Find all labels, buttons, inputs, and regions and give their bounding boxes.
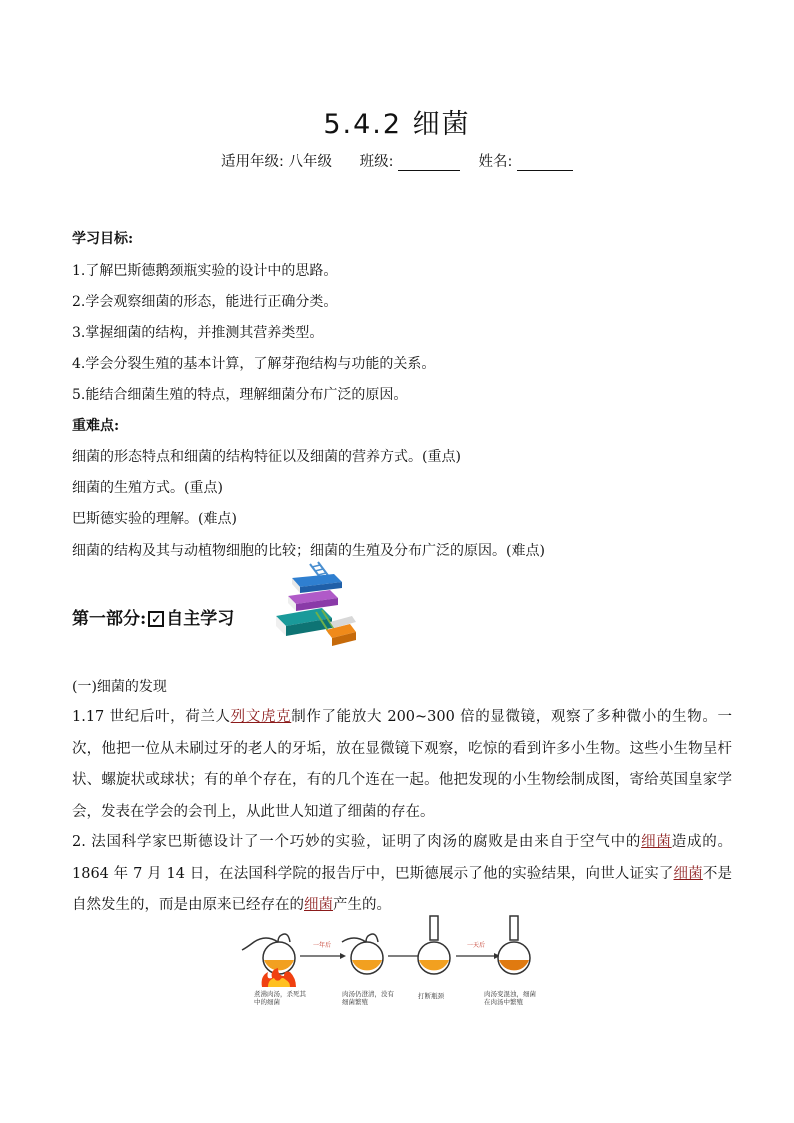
objective-item: 2.学会观察细菌的形态，能进行正确分类。 bbox=[72, 294, 338, 310]
section-heading bbox=[72, 604, 234, 629]
objective-item: 1.了解巴斯德鹅颈瓶实验的设计中的思路。 bbox=[72, 263, 338, 279]
highlight-term: 细菌 bbox=[673, 865, 703, 882]
objective-item: 4.学会分裂生殖的基本计算，了解芽孢结构与功能的关系。 bbox=[72, 356, 436, 372]
diagram-caption: 煮沸肉汤，杀死其中的细菌 bbox=[254, 990, 306, 1006]
objectives-heading: 学习目标: bbox=[72, 231, 134, 247]
key-point-item: 细菌的形态特点和细菌的结构特征以及细菌的营养方式。(重点) bbox=[72, 449, 461, 465]
grade-label: 适用年级: 八年级 bbox=[220, 154, 332, 170]
arrow-label: 一天后 bbox=[466, 942, 485, 949]
para2-text: 产生的。 bbox=[333, 897, 391, 913]
paragraph-2 bbox=[72, 827, 732, 922]
key-point-item: 细菌的生殖方式。(重点) bbox=[72, 480, 223, 496]
broken-neck-flask-icon bbox=[418, 916, 450, 974]
highlight-term: 列文虎克 bbox=[230, 709, 292, 725]
para2-text: 2. 法国科学家巴斯德设计了一个巧妙的实验，证明了肉汤的腐败是由来自于空气中的 bbox=[72, 834, 642, 850]
arrow-label: 一年后 bbox=[312, 942, 331, 949]
name-blank[interactable] bbox=[517, 156, 573, 171]
subsection-heading: (一)细菌的发现 bbox=[72, 679, 167, 695]
para1-text: 制作了能放大 200~300 倍的显微镜，观察了多种微小的生物。一次，他把一位从未刷过牙的老人的牙垢，放在显微镜下观察，吃惊的看到许多小生物。这些小生物呈杆状、螺旋状或球状；有的单个存在，有的几个连在一起。他把发现的小生物绘制成图，寄给英国皇家学会，发表在学会的会刊上，从此世人知道了细菌的存在。 bbox=[72, 709, 733, 820]
objective-item: 3.掌握细菌的结构，并推测其营养类型。 bbox=[72, 325, 324, 341]
diagram-caption: 肉汤变混浊，细菌在肉汤中繁殖 bbox=[484, 990, 536, 1006]
page-title: 5.4.2 细菌 bbox=[323, 109, 471, 140]
key-point-item: 巴斯德实验的理解。(难点) bbox=[72, 511, 237, 527]
header-meta bbox=[0, 150, 794, 171]
diagram-caption: 肉汤仍澄清，没有细菌繁殖 bbox=[342, 990, 394, 1006]
key-points-heading: 重难点: bbox=[72, 418, 120, 434]
name-label: 姓名: bbox=[478, 154, 513, 170]
highlight-term: 细菌 bbox=[641, 834, 672, 850]
swan-neck-flask-icon bbox=[342, 934, 383, 974]
objective-item: 5.能结合细菌生殖的特点，理解细菌分布广泛的原因。 bbox=[72, 387, 408, 403]
para1-text: 1.17 世纪后叶，荷兰人 bbox=[72, 709, 231, 725]
key-point-item: 细菌的结构及其与动植物细胞的比较；细菌的生殖及分布广泛的原因。(难点) bbox=[72, 543, 545, 559]
books-illustration-icon bbox=[272, 560, 364, 652]
section-label: 自主学习 bbox=[166, 609, 235, 629]
para2-text: 造成的。1864 年 7 月 14 日，在法国科学院的报告厅中，巴斯德展示了他的实验结果，向世人证实了 bbox=[72, 834, 733, 882]
swan-neck-flask-icon bbox=[242, 934, 295, 974]
class-label: 班级: bbox=[359, 154, 394, 170]
section-prefix: 第一部分: bbox=[72, 609, 147, 629]
para2-text: 不是自然发生的，而是由原来已经存在的 bbox=[72, 865, 733, 913]
highlight-term: 细菌 bbox=[304, 897, 333, 913]
class-blank[interactable] bbox=[398, 156, 460, 171]
pasteur-diagram bbox=[238, 912, 558, 1012]
paragraph-1 bbox=[72, 702, 732, 828]
cloudy-flask-icon bbox=[498, 916, 530, 974]
diagram-caption: 打断瓶颈 bbox=[418, 992, 444, 1000]
checkbox-icon: ✓ bbox=[148, 611, 164, 627]
